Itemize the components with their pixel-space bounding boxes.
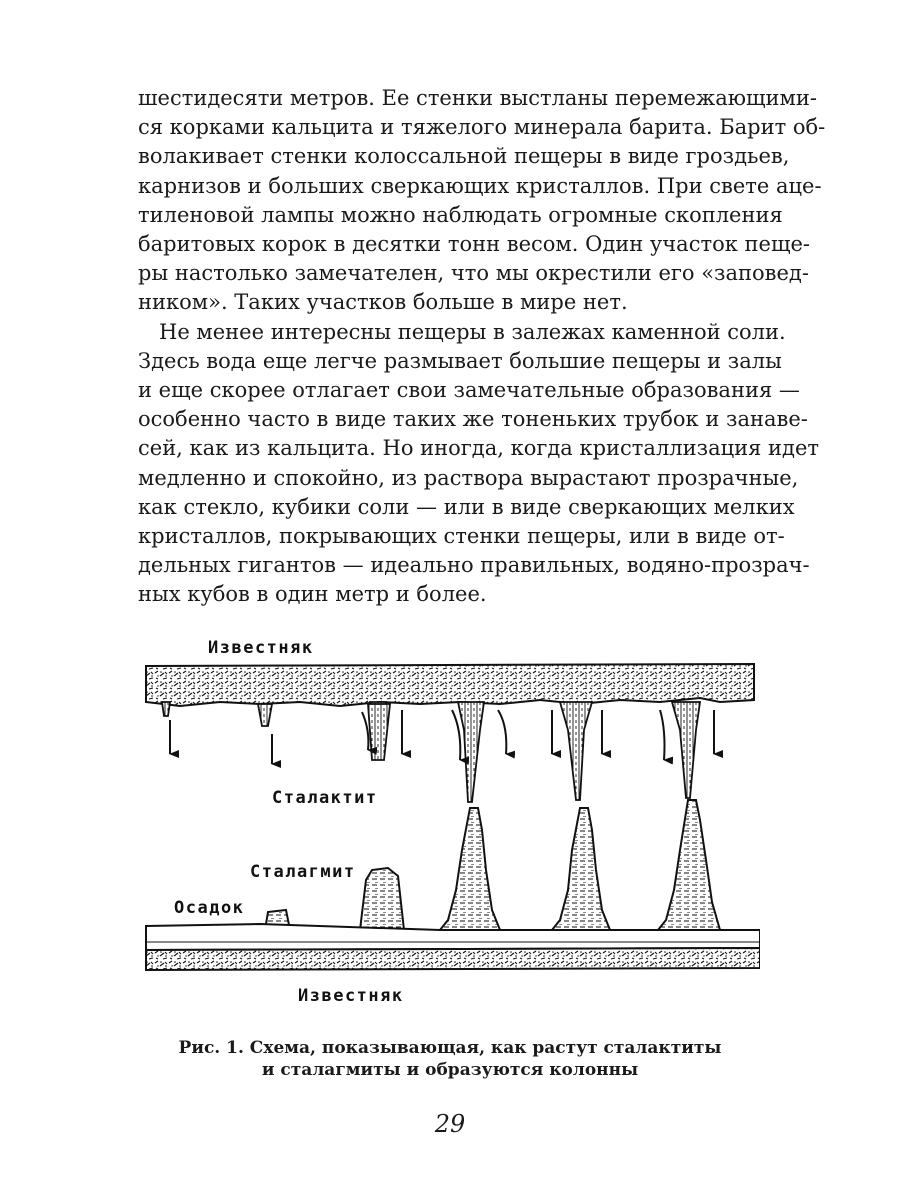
top-limestone-layer bbox=[146, 664, 754, 706]
text-line: и еще скорее отлагает свои замечательные образования — bbox=[138, 378, 800, 403]
label-sediment: Осадок bbox=[174, 898, 245, 918]
cave-columns bbox=[440, 800, 720, 930]
text-line: кристаллов, покрывающих стенки пещеры, или в виде от- bbox=[138, 524, 785, 549]
drip-arrows bbox=[170, 710, 714, 764]
label-stalactite: Сталактит bbox=[272, 788, 378, 808]
text-line: ры настолько замечателен, что мы окрестили его «заповед- bbox=[138, 261, 809, 286]
bottom-limestone-layer bbox=[146, 924, 760, 970]
caption-line: и сталагмиты и образуются колонны bbox=[261, 1060, 639, 1080]
text-line: Не менее интересны пещеры в залежах каменной соли. bbox=[159, 319, 786, 344]
figure-caption bbox=[150, 1037, 750, 1081]
text-line: тиленовой лампы можно наблюдать огромные скопления bbox=[138, 202, 783, 227]
text-line: карнизов и больших сверкающих кристаллов. При свете аце- bbox=[138, 173, 822, 198]
text-line: волакивает стенки колоссальной пещеры в виде гроздьев, bbox=[138, 144, 790, 169]
text-line: ником». Таких участков больше в мире нет. bbox=[138, 290, 628, 315]
text-line: ных кубов в один метр и более. bbox=[138, 582, 487, 607]
cave-diagram-figure bbox=[140, 630, 760, 1010]
text-line: баритовых корок в десятки тонн весом. Один участок пеще- bbox=[138, 232, 810, 257]
text-line: шестидесяти метров. Ее стенки выстланы перемежающими- bbox=[138, 86, 817, 110]
text-line: как стекло, кубики соли — или в виде сверкающих мелких bbox=[138, 494, 795, 519]
label-limestone-top: Известняк bbox=[208, 638, 314, 658]
stalagmite bbox=[360, 868, 404, 930]
label-stalagmite: Сталагмит bbox=[250, 862, 356, 882]
stalactite-tube bbox=[368, 704, 390, 760]
text-line: дельных гигантов — идеально правильных, водяно-прозрач- bbox=[138, 553, 810, 578]
page-number: 29 bbox=[434, 1110, 466, 1138]
caption-line: Рис. 1. Схема, показывающая, как растут сталактиты bbox=[178, 1038, 722, 1058]
label-limestone-bottom: Известняк bbox=[298, 986, 404, 1006]
body-text bbox=[138, 84, 826, 610]
text-line: медленно и спокойно, из раствора вырастают прозрачные, bbox=[138, 465, 799, 490]
text-line: особенно часто в виде таких же тоненьких трубок и занаве- bbox=[138, 407, 808, 432]
stalactite-group bbox=[162, 702, 700, 802]
text-line: сей, как из кальцита. Но иногда, когда кристаллизация идет bbox=[138, 436, 819, 461]
text-line: ся корками кальцита и тяжелого минерала барита. Барит об- bbox=[138, 115, 826, 140]
text-line: Здесь вода еще легче размывает большие пещеры и залы bbox=[138, 348, 782, 373]
cave-diagram-drawing bbox=[140, 630, 760, 1010]
